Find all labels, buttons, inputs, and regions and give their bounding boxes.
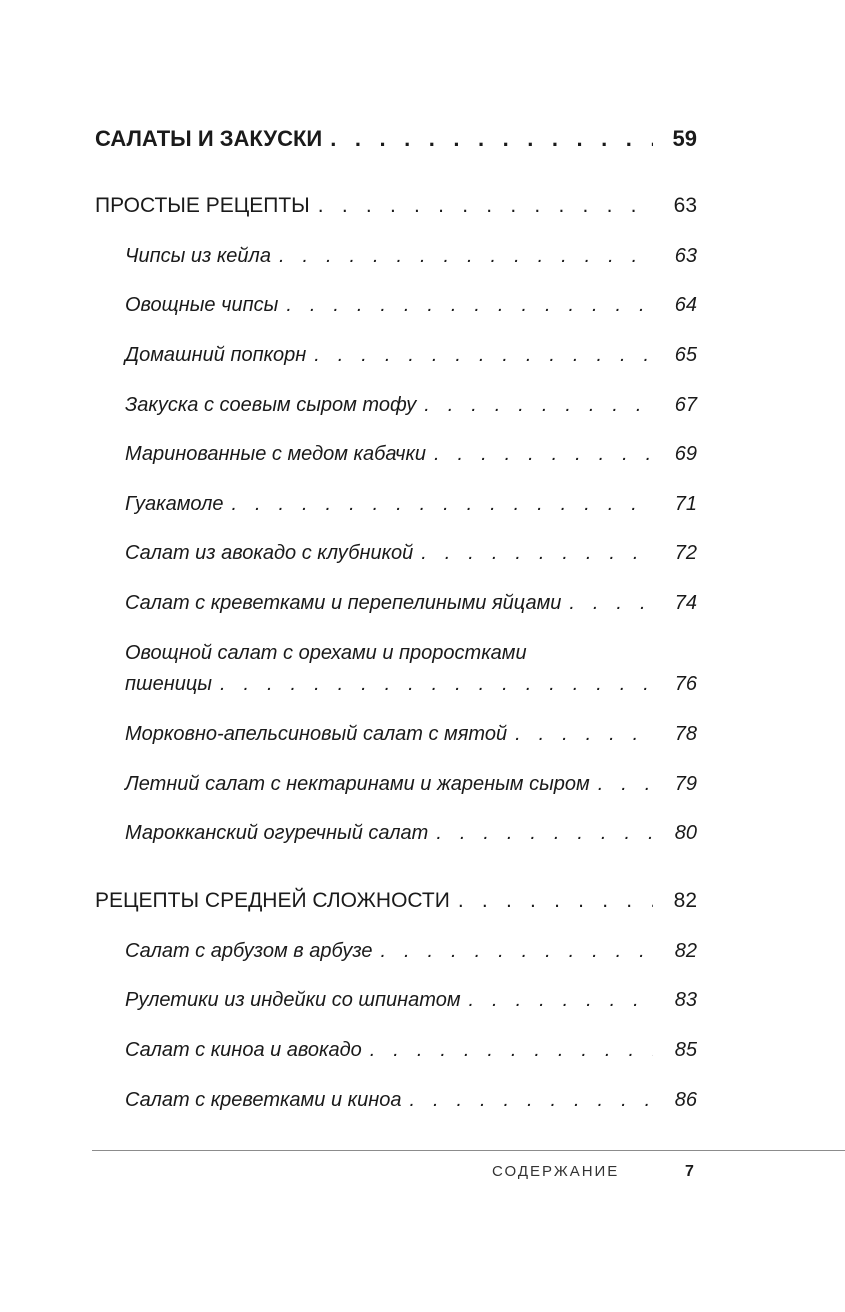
recipe-title: Салат с киноа и авокадо: [125, 1039, 362, 1061]
recipe-title: Летний салат с нектаринами и жареным сыром: [125, 773, 590, 795]
toc-section-entry[interactable]: [95, 194, 697, 218]
toc-recipe-entry[interactable]: [125, 1039, 697, 1062]
recipe-title: Маринованные с медом кабачки: [125, 443, 427, 465]
toc-recipe-entry[interactable]: [125, 592, 697, 615]
recipe-title: Рулетики из индейки со шпинатом: [125, 989, 461, 1011]
toc-recipe-entry[interactable]: [125, 940, 697, 963]
dot-leader: [330, 126, 653, 152]
section-title: ПРОСТЫЕ РЕЦЕПТЫ: [95, 194, 310, 217]
dot-leader: [458, 889, 653, 913]
toc-recipe-entry[interactable]: [125, 673, 697, 696]
section-title: РЕЦЕПТЫ СРЕДНЕЙ СЛОЖНОСТИ: [95, 889, 450, 912]
toc-recipe-entry[interactable]: [125, 542, 697, 565]
chapter-title: САЛАТЫ И ЗАКУСКИ: [95, 126, 323, 151]
toc-recipe-entry[interactable]: [125, 344, 697, 367]
toc-recipe-entry[interactable]: [125, 443, 697, 466]
recipe-title: Овощные чипсы: [125, 294, 279, 316]
dot-leader: [421, 542, 653, 565]
recipe-title-line1[interactable]: Овощной салат с орехами и проростками: [125, 642, 527, 664]
dot-leader: [598, 773, 653, 796]
page-number: 69: [674, 443, 697, 465]
dot-leader: [436, 822, 653, 845]
recipe-title: Гуакамоле: [125, 493, 224, 515]
running-footer-label: СОДЕРЖАНИЕ: [492, 1163, 620, 1180]
toc-section-entry[interactable]: [95, 889, 697, 913]
dot-leader: [409, 1089, 653, 1112]
toc-recipe-entry[interactable]: [125, 493, 697, 516]
dot-leader: [370, 1039, 653, 1062]
page-number: 74: [674, 592, 697, 614]
dot-leader: [314, 344, 653, 367]
page-number: 78: [674, 723, 697, 745]
recipe-title-line2: пшеницы: [125, 673, 213, 695]
toc-recipe-entry[interactable]: [125, 822, 697, 845]
page-number: 86: [674, 1089, 697, 1111]
page-number: 82: [673, 889, 697, 912]
toc-recipe-entry[interactable]: [125, 1089, 697, 1112]
dot-leader: [318, 194, 653, 218]
page-number: 72: [674, 542, 697, 564]
toc-recipe-entry[interactable]: [125, 723, 697, 746]
page-number: 59: [672, 126, 697, 151]
dot-leader: [220, 673, 653, 696]
recipe-title: Чипсы из кейла: [125, 245, 271, 267]
page-number: 63: [673, 194, 697, 217]
dot-leader: [279, 245, 653, 268]
toc-recipe-entry[interactable]: [125, 773, 697, 796]
recipe-title: Салат с креветками и киноа: [125, 1089, 402, 1111]
dot-leader: [569, 592, 653, 615]
recipe-title: Салат из авокадо с клубникой: [125, 542, 414, 564]
page-number: 85: [674, 1039, 697, 1061]
page-number: 80: [674, 822, 697, 844]
recipe-title: Салат с креветками и перепелиными яйцами: [125, 592, 562, 614]
toc-chapter-entry[interactable]: [95, 126, 697, 152]
toc-recipe-entry[interactable]: [125, 394, 697, 417]
page-number: 67: [674, 394, 697, 416]
page-number: 83: [674, 989, 697, 1011]
page-number: 82: [674, 940, 697, 962]
dot-leader: [424, 394, 653, 417]
dot-leader: [434, 443, 653, 466]
page-number: 76: [674, 673, 697, 695]
page-number: 65: [674, 344, 697, 366]
page-number: 79: [674, 773, 697, 795]
page-number: 63: [674, 245, 697, 267]
dot-leader: [286, 294, 653, 317]
toc-recipe-entry[interactable]: [125, 245, 697, 268]
recipe-title: Марокканский огуречный салат: [125, 822, 429, 844]
dot-leader: [515, 723, 653, 746]
toc-recipe-entry[interactable]: [125, 989, 697, 1012]
recipe-title: Морковно-апельсиновый салат с мятой: [125, 723, 508, 745]
dot-leader: [469, 989, 653, 1012]
recipe-title: Закуска с соевым сыром тофу: [125, 394, 417, 416]
footer-divider: [92, 1150, 845, 1151]
recipe-title: Салат с арбузом в арбузе: [125, 940, 373, 962]
dot-leader: [381, 940, 653, 963]
toc-recipe-entry[interactable]: [125, 294, 697, 317]
recipe-title: Домашний попкорн: [125, 344, 307, 366]
dot-leader: [232, 493, 654, 516]
footer-page-number: 7: [685, 1163, 694, 1180]
page-number: 71: [674, 493, 697, 515]
page-number: 64: [674, 294, 697, 316]
